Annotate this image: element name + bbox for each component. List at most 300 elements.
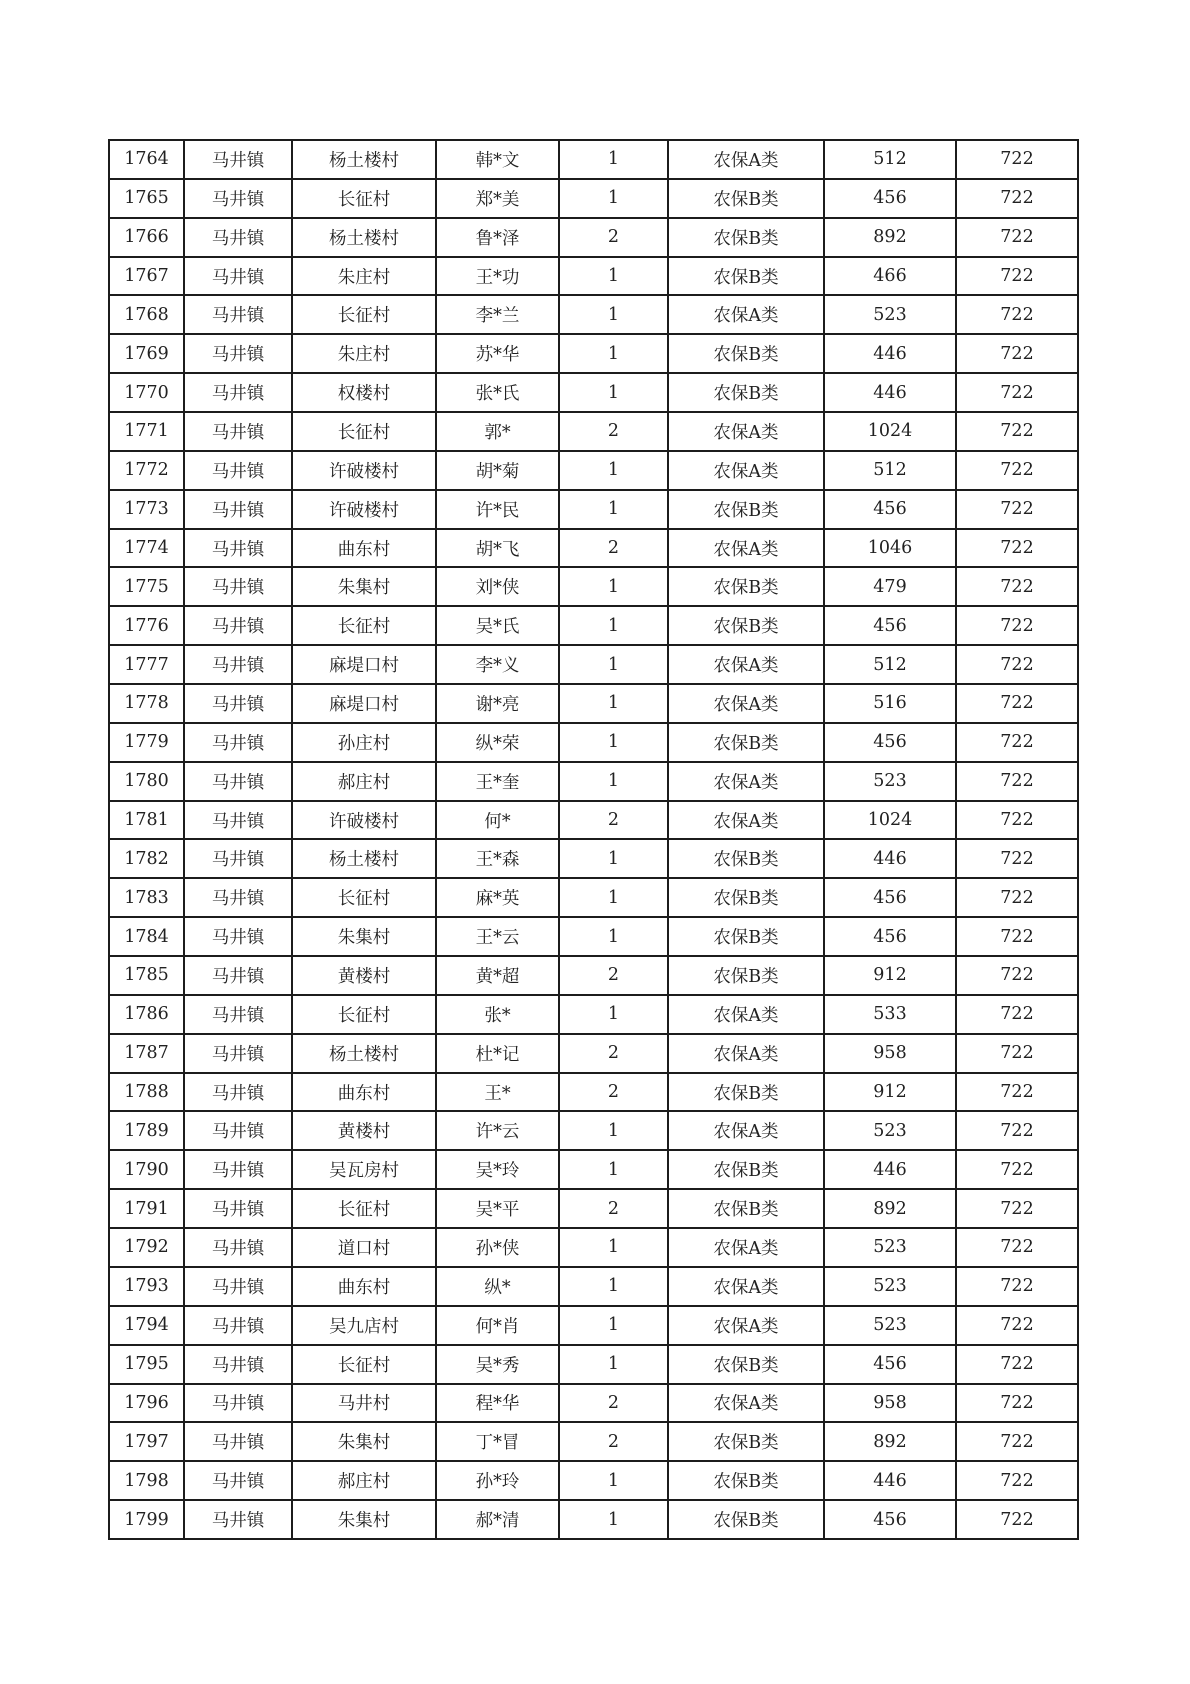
table-row	[109, 567, 1078, 606]
table-cell: 456	[824, 1500, 956, 1539]
table-cell: 郭*	[436, 412, 559, 451]
table-cell: 1783	[109, 878, 184, 917]
table-cell: 722	[956, 801, 1078, 840]
table-row	[109, 529, 1078, 568]
table-cell: 1770	[109, 373, 184, 412]
table-cell: 892	[824, 1189, 956, 1228]
table-cell: 马井镇	[184, 1034, 292, 1073]
table-cell: 722	[956, 451, 1078, 490]
table-cell: 1	[559, 723, 668, 762]
table-cell: 张*	[436, 995, 559, 1034]
table-cell: 722	[956, 490, 1078, 529]
table-cell: 1	[559, 373, 668, 412]
table-cell: 456	[824, 490, 956, 529]
table-cell: 512	[824, 140, 956, 179]
table-cell: 长征村	[292, 412, 436, 451]
table-cell: 马井镇	[184, 1384, 292, 1423]
table-cell: 马井镇	[184, 723, 292, 762]
table-cell: 1786	[109, 995, 184, 1034]
table-cell: 523	[824, 1267, 956, 1306]
table-cell: 1765	[109, 179, 184, 218]
table-cell: 道口村	[292, 1228, 436, 1267]
table-cell: 1	[559, 1500, 668, 1539]
table-cell: 农保B类	[668, 839, 824, 878]
table-cell: 722	[956, 1150, 1078, 1189]
table-row	[109, 257, 1078, 296]
table-cell: 长征村	[292, 1345, 436, 1384]
table-cell: 胡*菊	[436, 451, 559, 490]
table-cell: 722	[956, 218, 1078, 257]
table-cell: 曲东村	[292, 529, 436, 568]
table-cell: 程*华	[436, 1384, 559, 1423]
table-cell: 722	[956, 606, 1078, 645]
table-cell: 农保B类	[668, 956, 824, 995]
table-cell: 杨土楼村	[292, 839, 436, 878]
table-cell: 722	[956, 140, 1078, 179]
table-cell: 马井镇	[184, 684, 292, 723]
table-cell: 1	[559, 995, 668, 1034]
table-cell: 郑*美	[436, 179, 559, 218]
table-cell: 吴*玲	[436, 1150, 559, 1189]
table-cell: 722	[956, 1189, 1078, 1228]
table-cell: 马井镇	[184, 1111, 292, 1150]
table-cell: 马井镇	[184, 1422, 292, 1461]
table-cell: 523	[824, 295, 956, 334]
table-cell: 麻堤口村	[292, 645, 436, 684]
table-cell: 456	[824, 917, 956, 956]
table-cell: 吴*氏	[436, 606, 559, 645]
table-cell: 杜*记	[436, 1034, 559, 1073]
table-cell: 马井镇	[184, 490, 292, 529]
table-cell: 479	[824, 567, 956, 606]
table-cell: 鲁*泽	[436, 218, 559, 257]
table-cell: 523	[824, 762, 956, 801]
table-cell: 马井镇	[184, 257, 292, 296]
table-cell: 朱庄村	[292, 334, 436, 373]
table-cell: 523	[824, 1306, 956, 1345]
table-cell: 1766	[109, 218, 184, 257]
table-row	[109, 1150, 1078, 1189]
table-cell: 1	[559, 451, 668, 490]
table-cell: 马井镇	[184, 295, 292, 334]
table-cell: 1	[559, 1111, 668, 1150]
table-cell: 纵*	[436, 1267, 559, 1306]
table-cell: 农保B类	[668, 606, 824, 645]
table-row	[109, 373, 1078, 412]
table-cell: 马井镇	[184, 1306, 292, 1345]
table-cell: 722	[956, 567, 1078, 606]
table-cell: 466	[824, 257, 956, 296]
table-cell: 王*奎	[436, 762, 559, 801]
table-cell: 446	[824, 373, 956, 412]
table-cell: 农保B类	[668, 334, 824, 373]
table-cell: 722	[956, 1384, 1078, 1423]
table-cell: 农保B类	[668, 1461, 824, 1500]
table-cell: 农保B类	[668, 1189, 824, 1228]
table-cell: 1	[559, 295, 668, 334]
table-cell: 吴*秀	[436, 1345, 559, 1384]
table-cell: 李*义	[436, 645, 559, 684]
table-cell: 许破楼村	[292, 490, 436, 529]
table-cell: 农保B类	[668, 878, 824, 917]
table-cell: 722	[956, 373, 1078, 412]
table-cell: 麻*英	[436, 878, 559, 917]
table-cell: 农保A类	[668, 1267, 824, 1306]
table-cell: 1769	[109, 334, 184, 373]
table-cell: 722	[956, 1073, 1078, 1112]
table-cell: 农保B类	[668, 179, 824, 218]
table-cell: 农保B类	[668, 723, 824, 762]
table-cell: 1780	[109, 762, 184, 801]
table-cell: 马井镇	[184, 412, 292, 451]
table-cell: 马井镇	[184, 606, 292, 645]
table-cell: 韩*文	[436, 140, 559, 179]
table-cell: 黄楼村	[292, 1111, 436, 1150]
table-cell: 农保B类	[668, 1345, 824, 1384]
table-cell: 722	[956, 1345, 1078, 1384]
table-cell: 1775	[109, 567, 184, 606]
table-cell: 朱庄村	[292, 257, 436, 296]
table-cell: 马井镇	[184, 567, 292, 606]
table-cell: 722	[956, 684, 1078, 723]
table-cell: 丁*冒	[436, 1422, 559, 1461]
table-cell: 2	[559, 1422, 668, 1461]
table-cell: 马井镇	[184, 218, 292, 257]
table-cell: 农保A类	[668, 995, 824, 1034]
table-cell: 农保A类	[668, 1384, 824, 1423]
table-cell: 曲东村	[292, 1073, 436, 1112]
table-cell: 533	[824, 995, 956, 1034]
table-cell: 722	[956, 1111, 1078, 1150]
table-cell: 1795	[109, 1345, 184, 1384]
table-cell: 朱集村	[292, 567, 436, 606]
table-cell: 1024	[824, 412, 956, 451]
table-cell: 王*	[436, 1073, 559, 1112]
table-cell: 1	[559, 1267, 668, 1306]
table-cell: 1788	[109, 1073, 184, 1112]
table-cell: 李*兰	[436, 295, 559, 334]
table-cell: 农保B类	[668, 567, 824, 606]
table-row	[109, 1461, 1078, 1500]
table-cell: 722	[956, 645, 1078, 684]
table-cell: 512	[824, 645, 956, 684]
table-row	[109, 1073, 1078, 1112]
table-cell: 1799	[109, 1500, 184, 1539]
table-cell: 912	[824, 1073, 956, 1112]
table-cell: 马井镇	[184, 179, 292, 218]
table-row	[109, 1228, 1078, 1267]
table-cell: 722	[956, 723, 1078, 762]
table-cell: 1	[559, 645, 668, 684]
table-cell: 吴瓦房村	[292, 1150, 436, 1189]
table-cell: 吴*平	[436, 1189, 559, 1228]
table-cell: 农保A类	[668, 140, 824, 179]
table-cell: 马井镇	[184, 1345, 292, 1384]
table-row	[109, 606, 1078, 645]
table-cell: 1	[559, 1306, 668, 1345]
table-cell: 2	[559, 1384, 668, 1423]
table-cell: 马井村	[292, 1384, 436, 1423]
table-cell: 纵*荣	[436, 723, 559, 762]
table-cell: 1767	[109, 257, 184, 296]
table-cell: 长征村	[292, 179, 436, 218]
table-cell: 1797	[109, 1422, 184, 1461]
table-cell: 1791	[109, 1189, 184, 1228]
table-cell: 孙庄村	[292, 723, 436, 762]
table-cell: 马井镇	[184, 1189, 292, 1228]
table-cell: 马井镇	[184, 917, 292, 956]
table-row	[109, 295, 1078, 334]
table-cell: 1779	[109, 723, 184, 762]
table-cell: 王*云	[436, 917, 559, 956]
table-row	[109, 762, 1078, 801]
table-cell: 农保A类	[668, 801, 824, 840]
table-cell: 523	[824, 1111, 956, 1150]
table-cell: 农保B类	[668, 1073, 824, 1112]
table-cell: 何*肖	[436, 1306, 559, 1345]
table-cell: 722	[956, 179, 1078, 218]
table-cell: 马井镇	[184, 1267, 292, 1306]
table-cell: 1776	[109, 606, 184, 645]
table-cell: 农保A类	[668, 295, 824, 334]
table-cell: 长征村	[292, 1189, 436, 1228]
table-cell: 孙*侠	[436, 1228, 559, 1267]
table-cell: 2	[559, 801, 668, 840]
table-cell: 胡*飞	[436, 529, 559, 568]
table-cell: 1	[559, 878, 668, 917]
table-cell: 892	[824, 1422, 956, 1461]
table-cell: 马井镇	[184, 529, 292, 568]
table-cell: 1	[559, 1345, 668, 1384]
table-cell: 长征村	[292, 878, 436, 917]
table-cell: 722	[956, 839, 1078, 878]
table-cell: 马井镇	[184, 334, 292, 373]
table-row	[109, 1500, 1078, 1539]
table-cell: 1	[559, 490, 668, 529]
table-cell: 2	[559, 1034, 668, 1073]
table-cell: 1787	[109, 1034, 184, 1073]
table-cell: 王*功	[436, 257, 559, 296]
table-cell: 2	[559, 1073, 668, 1112]
table-row	[109, 179, 1078, 218]
table-cell: 杨土楼村	[292, 140, 436, 179]
table-cell: 722	[956, 529, 1078, 568]
table-cell: 2	[559, 412, 668, 451]
table-cell: 朱集村	[292, 1422, 436, 1461]
table-cell: 农保A类	[668, 1306, 824, 1345]
table-cell: 1772	[109, 451, 184, 490]
table-cell: 农保A类	[668, 1034, 824, 1073]
table-cell: 农保A类	[668, 645, 824, 684]
table-cell: 1773	[109, 490, 184, 529]
table-cell: 农保A类	[668, 1228, 824, 1267]
table-cell: 1046	[824, 529, 956, 568]
table-row	[109, 1111, 1078, 1150]
table-cell: 许破楼村	[292, 801, 436, 840]
table-cell: 1	[559, 1461, 668, 1500]
table-cell: 农保A类	[668, 451, 824, 490]
table-cell: 722	[956, 1500, 1078, 1539]
table-row	[109, 451, 1078, 490]
table-cell: 黄楼村	[292, 956, 436, 995]
table-cell: 1794	[109, 1306, 184, 1345]
table-row	[109, 412, 1078, 451]
table-row	[109, 995, 1078, 1034]
table-row	[109, 801, 1078, 840]
table-row	[109, 917, 1078, 956]
table-cell: 马井镇	[184, 995, 292, 1034]
table-cell: 1793	[109, 1267, 184, 1306]
table-cell: 2	[559, 529, 668, 568]
table-cell: 722	[956, 762, 1078, 801]
table-cell: 1764	[109, 140, 184, 179]
table-cell: 麻堤口村	[292, 684, 436, 723]
table-cell: 长征村	[292, 995, 436, 1034]
table-cell: 农保B类	[668, 373, 824, 412]
table-cell: 1790	[109, 1150, 184, 1189]
table-row	[109, 839, 1078, 878]
table-cell: 516	[824, 684, 956, 723]
table-cell: 1	[559, 1228, 668, 1267]
table-row	[109, 956, 1078, 995]
table-row	[109, 1345, 1078, 1384]
table-cell: 长征村	[292, 606, 436, 645]
table-cell: 马井镇	[184, 373, 292, 412]
table-row	[109, 1189, 1078, 1228]
table-cell: 郝*清	[436, 1500, 559, 1539]
table-cell: 马井镇	[184, 1500, 292, 1539]
table-cell: 1	[559, 334, 668, 373]
table-cell: 2	[559, 218, 668, 257]
table-cell: 农保A类	[668, 684, 824, 723]
table-cell: 1785	[109, 956, 184, 995]
table-cell: 许*民	[436, 490, 559, 529]
table-cell: 农保B类	[668, 257, 824, 296]
table-cell: 722	[956, 412, 1078, 451]
table-row	[109, 1422, 1078, 1461]
table-cell: 农保B类	[668, 218, 824, 257]
table-row	[109, 490, 1078, 529]
table-cell: 722	[956, 334, 1078, 373]
table-cell: 722	[956, 1228, 1078, 1267]
table-cell: 苏*华	[436, 334, 559, 373]
table-cell: 杨土楼村	[292, 218, 436, 257]
table-cell: 722	[956, 995, 1078, 1034]
table-cell: 1796	[109, 1384, 184, 1423]
table-cell: 孙*玲	[436, 1461, 559, 1500]
table-cell: 马井镇	[184, 956, 292, 995]
table-row	[109, 1306, 1078, 1345]
table-cell: 958	[824, 1384, 956, 1423]
table-cell: 1	[559, 257, 668, 296]
table-cell: 1	[559, 567, 668, 606]
table-cell: 农保A类	[668, 529, 824, 568]
table-cell: 1	[559, 1150, 668, 1189]
table-cell: 1	[559, 839, 668, 878]
table-cell: 456	[824, 878, 956, 917]
table-cell: 722	[956, 1461, 1078, 1500]
table-cell: 马井镇	[184, 878, 292, 917]
table-cell: 446	[824, 1461, 956, 1500]
table-cell: 农保B类	[668, 1422, 824, 1461]
table-cell: 722	[956, 257, 1078, 296]
table-cell: 马井镇	[184, 140, 292, 179]
table-row	[109, 1034, 1078, 1073]
table-cell: 446	[824, 1150, 956, 1189]
table-cell: 农保B类	[668, 1500, 824, 1539]
table-cell: 许*云	[436, 1111, 559, 1150]
table-cell: 农保B类	[668, 917, 824, 956]
table-cell: 722	[956, 917, 1078, 956]
table-cell: 郝庄村	[292, 1461, 436, 1500]
table-cell: 马井镇	[184, 1150, 292, 1189]
table-row	[109, 218, 1078, 257]
table-cell: 1792	[109, 1228, 184, 1267]
records-table	[108, 139, 1079, 1540]
table-cell: 刘*侠	[436, 567, 559, 606]
table-cell: 马井镇	[184, 645, 292, 684]
table-cell: 农保A类	[668, 762, 824, 801]
table-cell: 1789	[109, 1111, 184, 1150]
table-row	[109, 684, 1078, 723]
table-row	[109, 140, 1078, 179]
table-cell: 农保A类	[668, 412, 824, 451]
table-cell: 456	[824, 179, 956, 218]
table-cell: 谢*亮	[436, 684, 559, 723]
table-row	[109, 334, 1078, 373]
table-cell: 权楼村	[292, 373, 436, 412]
table-cell: 1798	[109, 1461, 184, 1500]
table-cell: 马井镇	[184, 1228, 292, 1267]
table-cell: 王*森	[436, 839, 559, 878]
table-cell: 农保B类	[668, 490, 824, 529]
table-cell: 456	[824, 606, 956, 645]
table-cell: 958	[824, 1034, 956, 1073]
table-cell: 1	[559, 762, 668, 801]
table-cell: 1784	[109, 917, 184, 956]
table-cell: 722	[956, 295, 1078, 334]
table-cell: 马井镇	[184, 1461, 292, 1500]
table-cell: 1777	[109, 645, 184, 684]
table-cell: 马井镇	[184, 762, 292, 801]
table-cell: 1782	[109, 839, 184, 878]
table-row	[109, 1384, 1078, 1423]
table-cell: 朱集村	[292, 917, 436, 956]
table-cell: 黄*超	[436, 956, 559, 995]
table-cell: 456	[824, 1345, 956, 1384]
table-cell: 何*	[436, 801, 559, 840]
table-cell: 朱集村	[292, 1500, 436, 1539]
table-row	[109, 1267, 1078, 1306]
table-cell: 1771	[109, 412, 184, 451]
table-cell: 722	[956, 878, 1078, 917]
table-cell: 892	[824, 218, 956, 257]
table-cell: 722	[956, 1267, 1078, 1306]
table-cell: 446	[824, 334, 956, 373]
table-cell: 1774	[109, 529, 184, 568]
table-cell: 2	[559, 956, 668, 995]
table-cell: 1	[559, 606, 668, 645]
table-cell: 512	[824, 451, 956, 490]
table-cell: 1	[559, 140, 668, 179]
table-cell: 杨土楼村	[292, 1034, 436, 1073]
table-cell: 722	[956, 1034, 1078, 1073]
table-cell: 722	[956, 1306, 1078, 1345]
table-cell: 1	[559, 179, 668, 218]
table-cell: 446	[824, 839, 956, 878]
table-cell: 456	[824, 723, 956, 762]
table-cell: 马井镇	[184, 839, 292, 878]
